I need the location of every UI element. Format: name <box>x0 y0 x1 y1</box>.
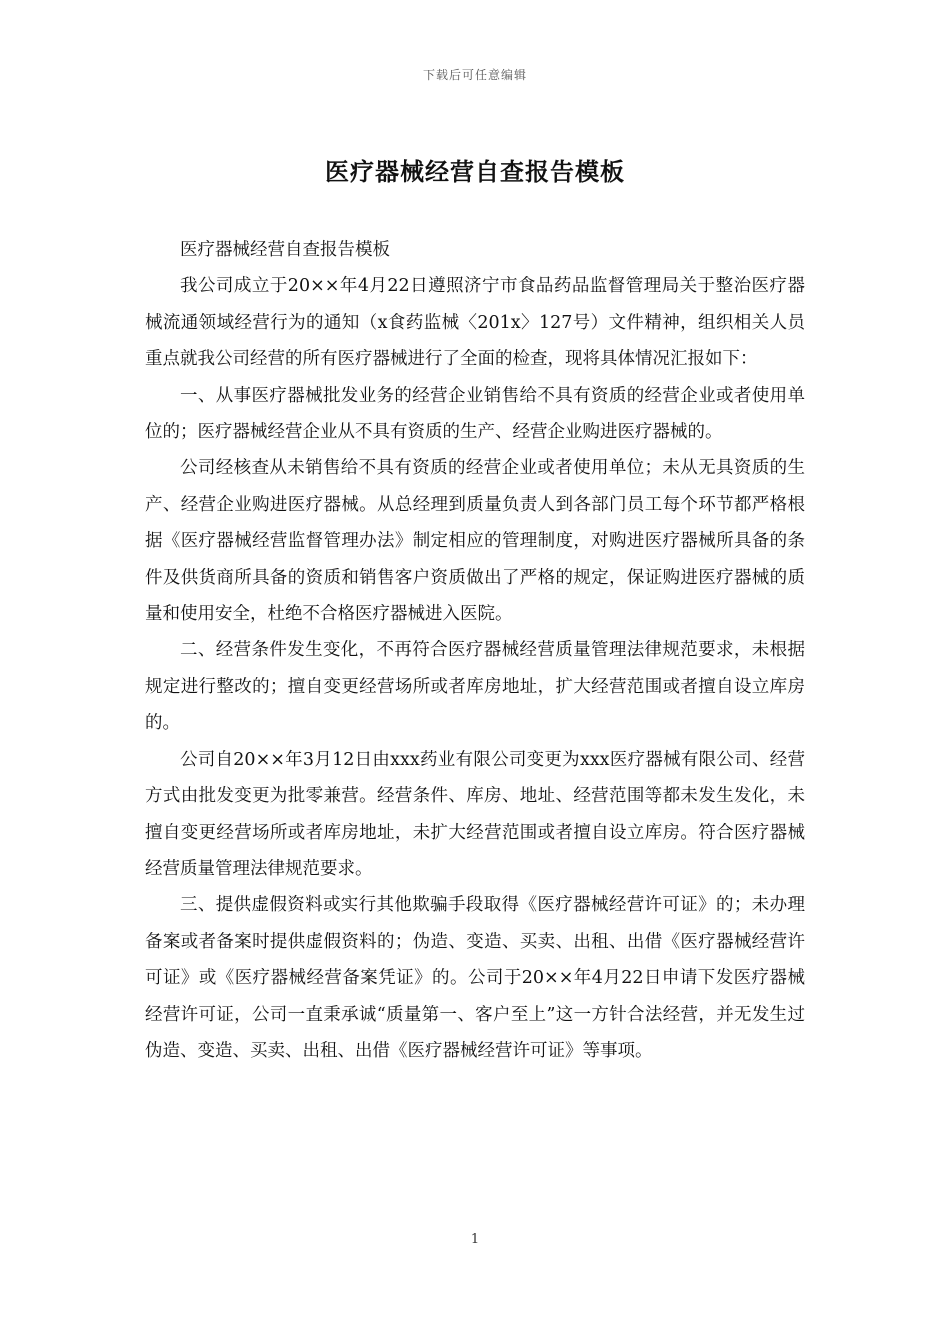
document-body <box>145 232 805 1069</box>
document-title: 医疗器械经营自查报告模板 <box>325 157 625 186</box>
paragraph-subtitle: 医疗器械经营自查报告模板 <box>180 240 390 260</box>
paragraph-item-3: 三、提供虚假资料或实行其他欺骗手段取得《医疗器械经营许可证》的；未办理备案或者备案时提供虚假资料的；伪造、变造、买卖、出租、出借《医疗器械经营许可证》或《医疗器械经营备案凭证》的。公司于20××年4月22日申请下发医疗器械经营许可证，公司一直秉承诚“质量第一、客户至上”这一方针合法经营，并无发生过伪造、变造、买卖、出租、出借《医疗器械经营许可证》等事项。 <box>145 895 805 1061</box>
paragraph-intro: 我公司成立于20××年4月22日遵照济宁市食品药品监督管理局关于整治医疗器械流通领域经营行为的通知（x食药监械〈201x〉127号）文件精神，组织相关人员重点就我公司经营的所有医疗器械进行了全面的检查，现将具体情况汇报如下： <box>145 276 805 370</box>
paragraph-response-2: 公司自20××年3月12日由xxx药业有限公司变更为xxx医疗器械有限公司、经营方式由批发变更为批零兼营。经营条件、库房、地址、经营范围等都未发生发化，未擅自变更经营场所或者库房地址，未扩大经营范围或者擅自设立库房。符合医疗器械经营质量管理法律规范要求。 <box>145 749 805 879</box>
page-number: 1 <box>470 1232 480 1247</box>
paragraph-item-1: 一、从事医疗器械批发业务的经营企业销售给不具有资质的经营企业或者使用单位的；医疗器械经营企业从不具有资质的生产、经营企业购进医疗器械的。 <box>145 385 805 443</box>
paragraph-item-2: 二、经营条件发生变化，不再符合医疗器械经营质量管理法律规范要求，未根据规定进行整改的；擅自变更经营场所或者库房地址，扩大经营范围或者擅自设立库房的。 <box>145 640 805 734</box>
paragraph-response-1: 公司经核查从未销售给不具有资质的经营企业或者使用单位；未从无具资质的生产、经营企业购进医疗器械。从总经理到质量负责人到各部门员工每个环节都严格根据《医疗器械经营监督管理办法》制定相应的管理制度，对购进医疗器械所具备的条件及供货商所具备的资质和销售客户资质做出了严格的规定，保证购进医疗器械的质量和使用安全，杜绝不合格医疗器械进入医院。 <box>145 458 805 625</box>
header-note: 下载后可任意编辑 <box>422 68 527 82</box>
